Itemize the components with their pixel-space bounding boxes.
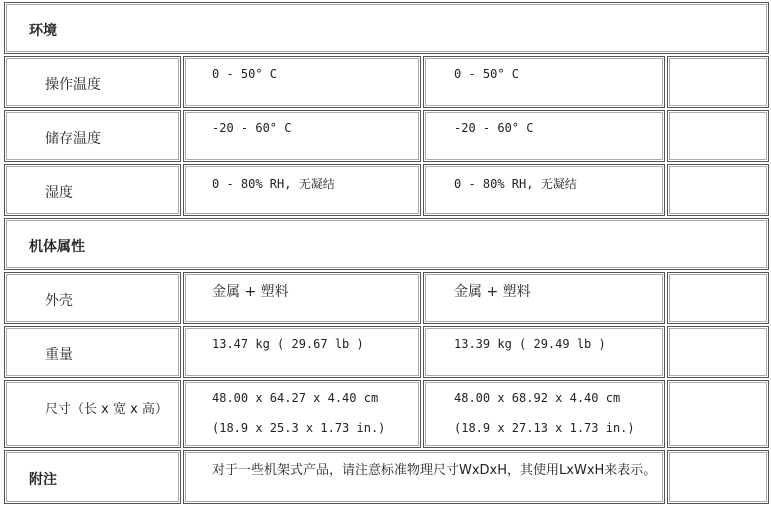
- row-label: 尺寸（长 x 宽 x 高）: [45, 402, 168, 417]
- cell-note-text: [183, 450, 665, 504]
- section-title: 环境: [29, 23, 57, 39]
- cell-value: -20 - 60° C: [212, 121, 292, 135]
- cell-value-cm: 48.00 x 64.27 x 4.40 cm: [212, 391, 379, 405]
- row-label: 外壳: [45, 293, 73, 309]
- cell-humidity-2: [423, 164, 665, 216]
- row-label: 湿度: [45, 185, 73, 201]
- cell-storage-temp-3: [667, 110, 769, 162]
- cell-dimensions-2: [423, 380, 665, 448]
- section-header-body: [4, 218, 769, 270]
- row-label-op-temp: [4, 56, 181, 108]
- row-label: 附注: [29, 472, 57, 488]
- cell-weight-1: [183, 326, 421, 378]
- cell-storage-temp-1: [183, 110, 421, 162]
- row-label-storage-temp: [4, 110, 181, 162]
- cell-value-in: (18.9 x 25.3 x 1.73 in.): [212, 421, 386, 435]
- cell-value: 13.39 kg ( 29.49 lb ): [454, 337, 606, 351]
- cell-value: 0 - 50° C: [454, 67, 520, 81]
- cell-value-cm: 48.00 x 68.92 x 4.40 cm: [454, 391, 621, 405]
- cell-humidity-3: [667, 164, 769, 216]
- cell-storage-temp-2: [423, 110, 665, 162]
- cell-value: 金属 + 塑料: [454, 284, 531, 300]
- row-label: 储存温度: [45, 131, 101, 147]
- cell-value: 13.47 kg ( 29.67 lb ): [212, 337, 364, 351]
- cell-op-temp-1: [183, 56, 421, 108]
- row-label-dimensions: [4, 380, 181, 448]
- cell-value: -20 - 60° C: [454, 121, 534, 135]
- cell-shell-1: [183, 272, 421, 324]
- cell-op-temp-2: [423, 56, 665, 108]
- row-label: 操作温度: [45, 77, 101, 93]
- row-label-shell: [4, 272, 181, 324]
- cell-shell-2: [423, 272, 665, 324]
- row-label-humidity: [4, 164, 181, 216]
- section-title: 机体属性: [29, 239, 85, 255]
- section-header-environment: [4, 2, 769, 54]
- row-label-note: [4, 450, 181, 504]
- cell-value: 金属 + 塑料: [212, 284, 289, 300]
- cell-value-in: (18.9 x 27.13 x 1.73 in.): [454, 421, 635, 435]
- note-text: 对于一些机架式产品，请注意标准物理尺寸WxDxH，其使用LxWxH来表示。: [212, 463, 657, 478]
- row-label: 重量: [45, 347, 73, 363]
- cell-dimensions-1: [183, 380, 421, 448]
- cell-dimensions-3: [667, 380, 769, 448]
- cell-shell-3: [667, 272, 769, 324]
- row-label-weight: [4, 326, 181, 378]
- cell-note-3: [667, 450, 769, 504]
- cell-weight-3: [667, 326, 769, 378]
- cell-humidity-1: [183, 164, 421, 216]
- cell-value: 0 - 80% RH, 无凝结: [212, 177, 335, 191]
- cell-value: 0 - 80% RH, 无凝结: [454, 177, 577, 191]
- cell-op-temp-3: [667, 56, 769, 108]
- cell-value: 0 - 50° C: [212, 67, 278, 81]
- cell-weight-2: [423, 326, 665, 378]
